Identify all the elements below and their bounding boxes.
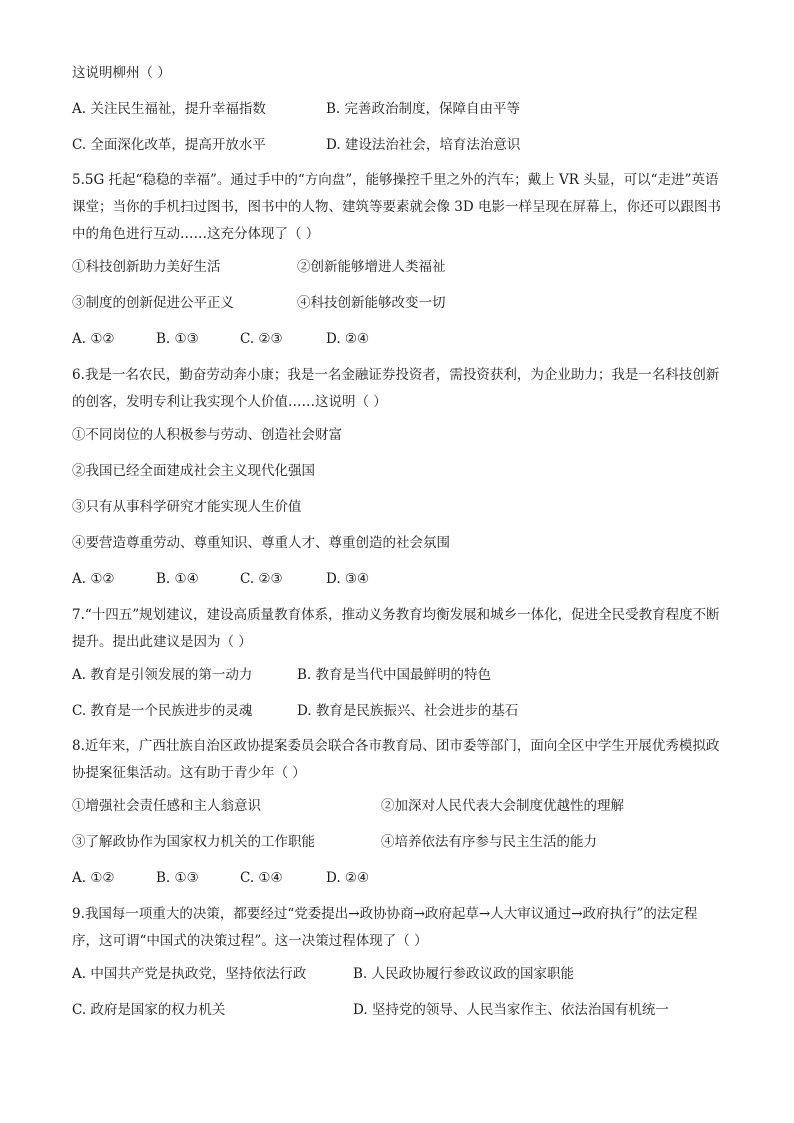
q9-option-c: C. 政府是国家的权力机关: [72, 1002, 226, 1018]
q6-statement-3: ③只有从事科学研究才能实现人生价值: [72, 499, 302, 515]
q9-option-d: D. 坚持党的领导、人民当家作主、依法治国有机统一: [353, 1002, 669, 1018]
q7-option-c: C. 教育是一个民族进步的灵魂: [72, 703, 253, 719]
q4-option-d: D. 建设法治社会，培育法治意识: [326, 137, 521, 153]
q8-statement-1: ①增强社会责任感和主人翁意识: [72, 798, 261, 814]
q9-option-b: B. 人民政协履行参政议政的国家职能: [353, 966, 575, 982]
q5-statement-3: ③制度的创新促进公平正义: [72, 295, 234, 311]
q9-stem: 9.我国每一项重大的决策，都要经过“党委提出→政协协商→政府起草→人大审议通过→政府执行”的法定程序，这可谓“中国式的决策过程”。这一决策过程体现了（ ）: [72, 906, 698, 949]
q8-statement-4: ④培养依法有序参与民主生活的能力: [381, 834, 597, 850]
q4-option-c: C. 全面深化改革，提高开放水平: [72, 137, 266, 153]
q6-statement-4: ④要营造尊重劳动、尊重知识、尊重人才、尊重创造的社会氛围: [72, 535, 450, 551]
q8-option-b: B. ①③: [156, 870, 199, 886]
q8-option-d: D. ②④: [326, 870, 370, 886]
q6-option-a: A. ①②: [72, 571, 115, 587]
q4-stem-tail: 这说明柳州（ ）: [72, 65, 171, 81]
q6-stem: 6.我是一名农民，勤奋劳动奔小康；我是一名金融证券投资者，需投资获利，为企业助力；我是一名科技创新的创客，发明专利让我实现个人价值……这说明（ ）: [72, 367, 720, 410]
q5-option-a: A. ①②: [72, 331, 115, 347]
q4-option-a: A. 关注民生福祉，提升幸福指数: [72, 101, 266, 117]
q7-option-b: B. 教育是当代中国最鲜明的特色: [297, 667, 492, 683]
q6-statement-2: ②我国已经全面建成社会主义现代化强国: [72, 463, 315, 479]
q6-option-b: B. ①④: [156, 571, 199, 587]
q8-stem: 8.近年来，广西壮族自治区政协提案委员会联合各市教育局、团市委等部门，面向全区中学生开展优秀模拟政协提案征集活动。这有助于青少年（ ）: [72, 738, 720, 781]
q8-option-c: C. ①④: [240, 870, 283, 886]
q5-option-d: D. ②④: [326, 331, 370, 347]
q7-stem: 7.“十四五”规划建议，建设高质量教育体系，推动义务教育均衡发展和城乡一体化，促进全民受教育程度不断提升。提出此建议是因为（ ）: [72, 607, 720, 650]
q6-statement-1: ①不同岗位的人积极参与劳动、创造社会财富: [72, 427, 342, 443]
q8-statement-3: ③了解政协作为国家权力机关的工作职能: [72, 834, 315, 850]
q6-option-d: D. ③④: [326, 571, 370, 587]
q5-stem: 5.5G 托起“稳稳的幸福”。通过手中的“方向盘”，能够操控千里之外的汽车；戴上 VR 头显，可以“走进”英语课堂；当你的手机扫过图书，图书中的人物、建筑等要素就会像 3D 电影一样呈现在屏幕上，你还可以跟图书中的角色进行互动……这充分体现了（ ）: [72, 172, 721, 242]
q5-statement-2: ②创新能够增进人类福祉: [297, 259, 446, 275]
q5-option-b: B. ①③: [156, 331, 199, 347]
q5-option-c: C. ②③: [240, 331, 283, 347]
q6-option-c: C. ②③: [240, 571, 283, 587]
q9-option-a: A. 中国共产党是执政党，坚持依法行政: [72, 966, 307, 982]
q8-option-a: A. ①②: [72, 870, 115, 886]
q8-statement-2: ②加深对人民代表大会制度优越性的理解: [381, 798, 624, 814]
q7-option-d: D. 教育是民族振兴、社会进步的基石: [297, 703, 519, 719]
q7-option-a: A. 教育是引领发展的第一动力: [72, 667, 253, 683]
q5-statement-4: ④科技创新能够改变一切: [297, 295, 446, 311]
q5-statement-1: ①科技创新助力美好生活: [72, 259, 221, 275]
q4-option-b: B. 完善政治制度，保障自由平等: [326, 101, 521, 117]
